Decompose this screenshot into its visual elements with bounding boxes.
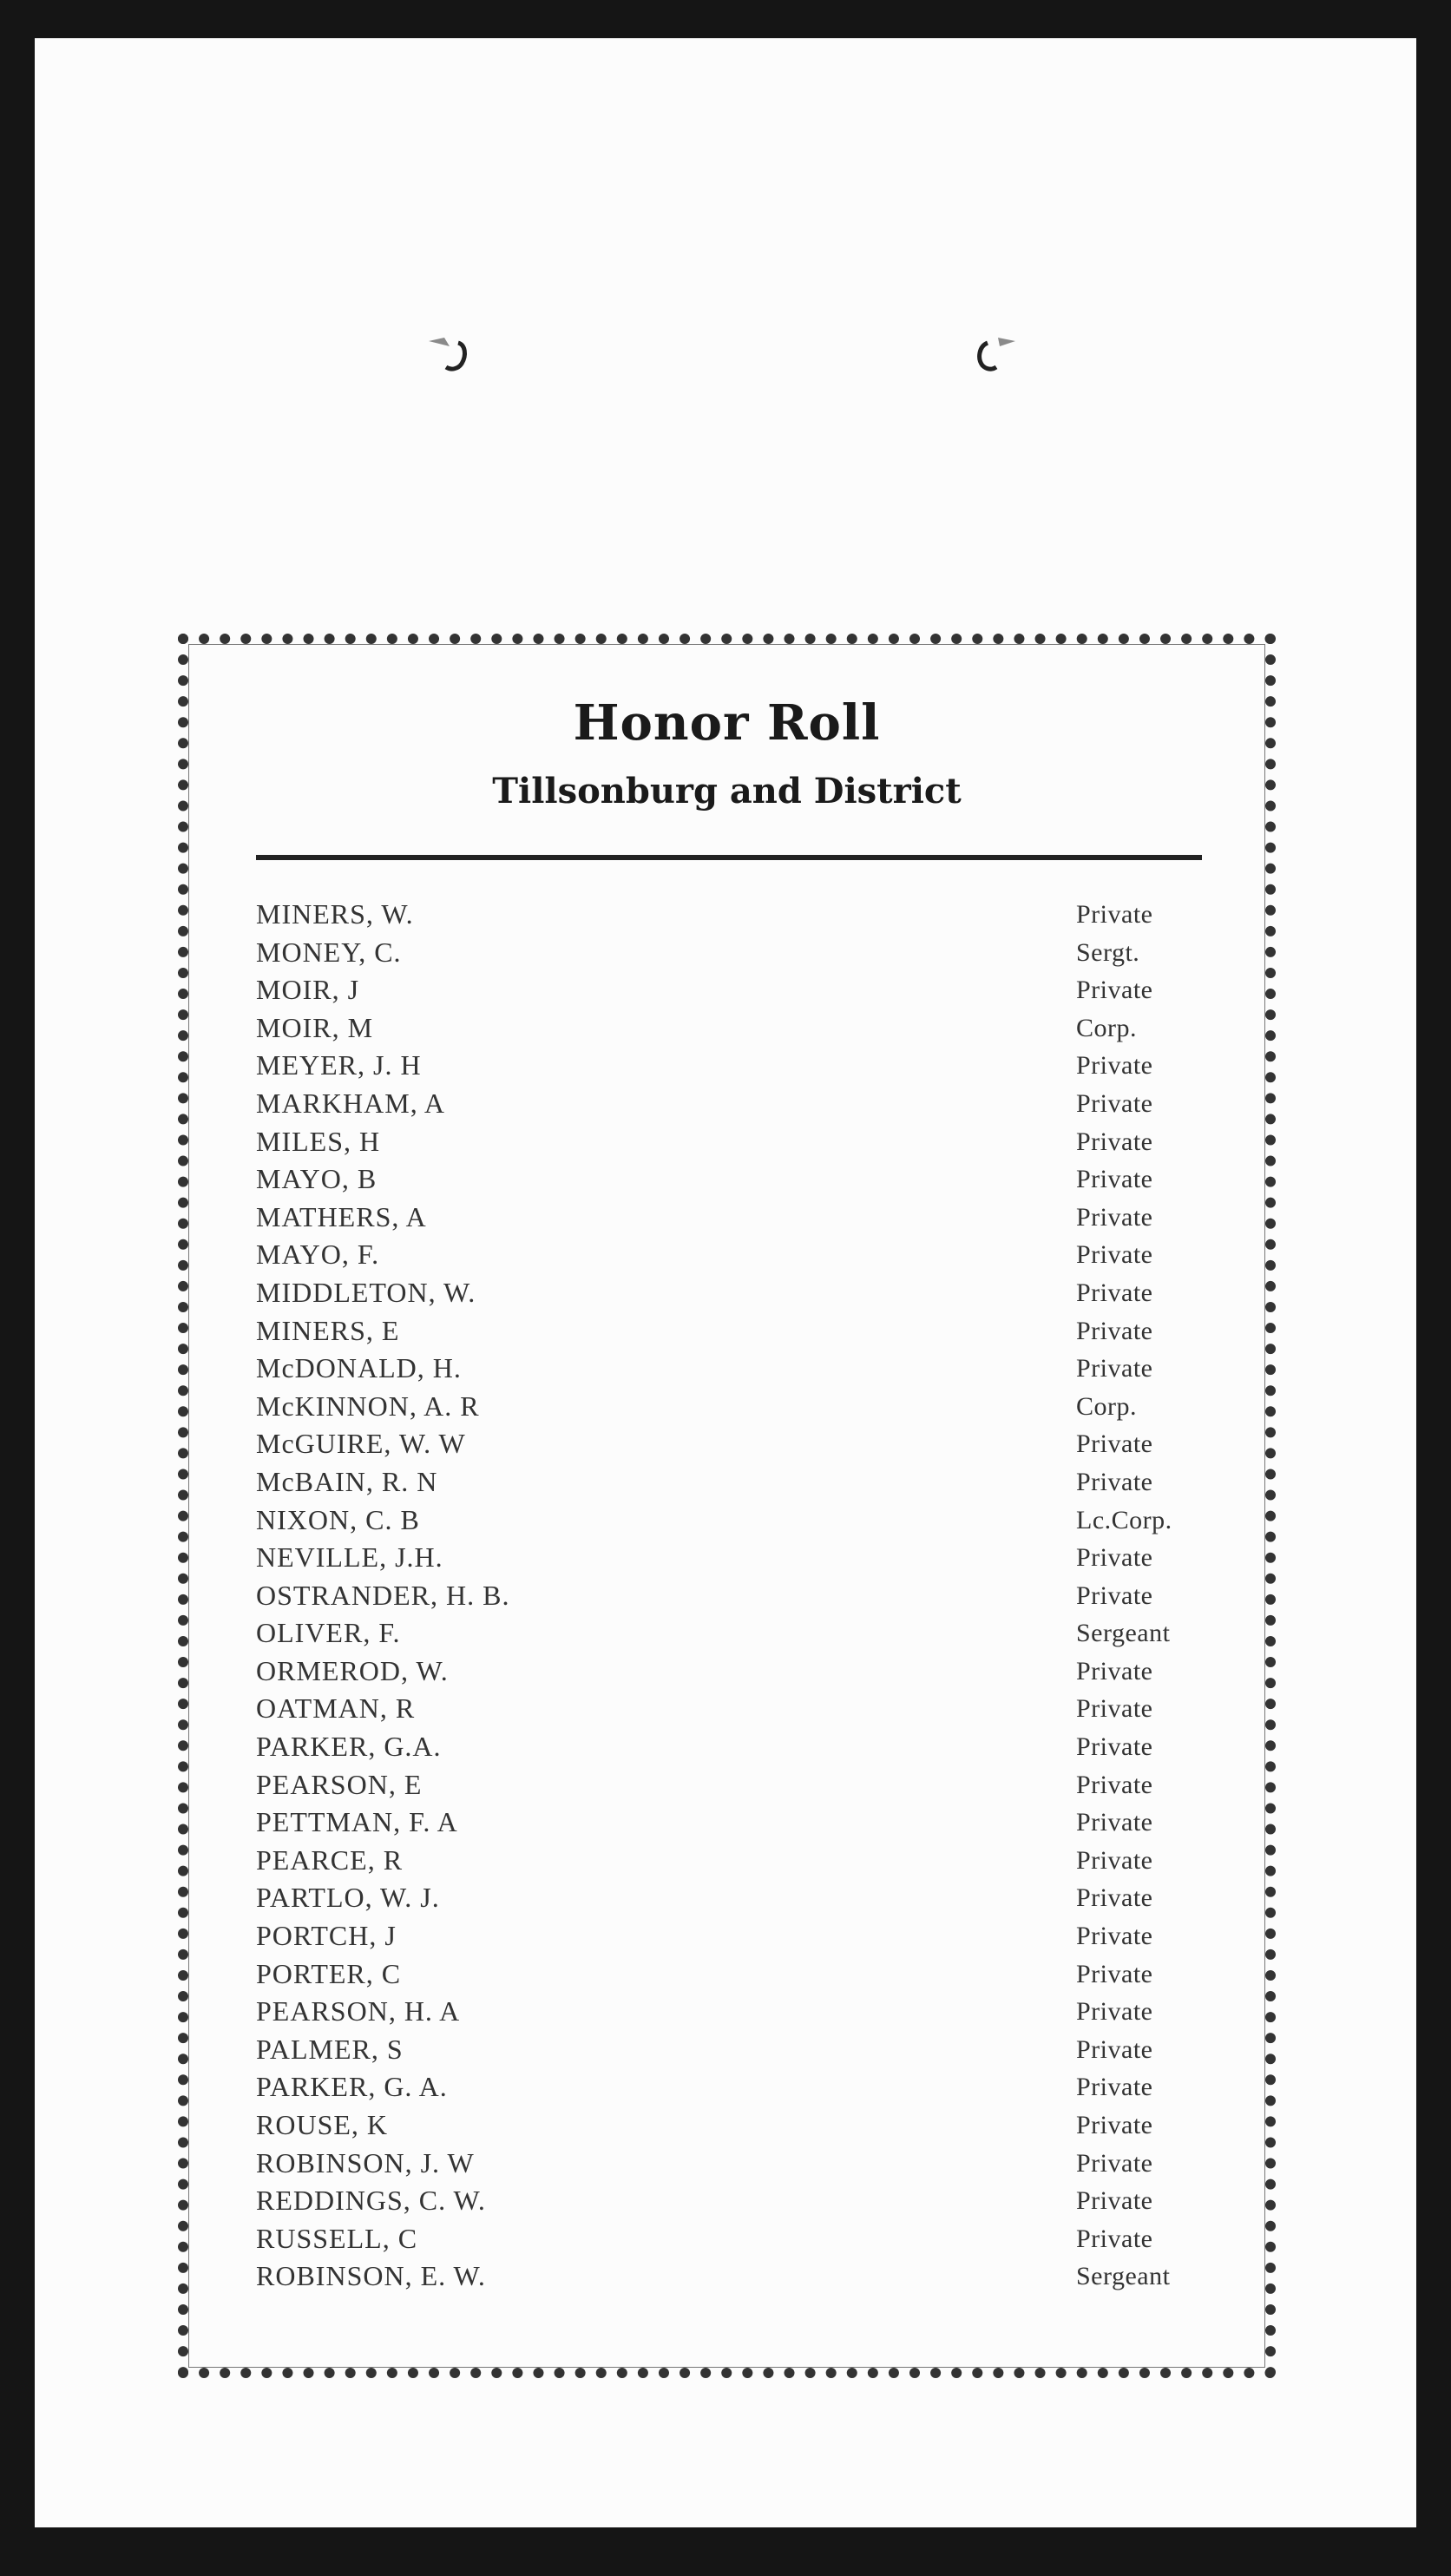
list-item [256,1088,1202,1126]
soldier-rank: Private [1076,1656,1153,1686]
list-item [256,1239,1202,1277]
soldier-rank: Private [1076,1467,1153,1496]
soldier-rank: Private [1076,1127,1153,1156]
list-item [256,2185,1202,2223]
list-item [256,936,1202,975]
soldier-name: PORTER, C [256,1957,402,1989]
soldier-name: PALMER, S [256,2033,404,2065]
soldier-name: MILES, H [256,1125,381,1157]
soldier-rank: Corp. [1076,1013,1137,1042]
soldier-rank: Private [1076,1883,1153,1913]
soldier-rank: Corp. [1076,1391,1137,1421]
list-item [256,1617,1202,1655]
soldier-rank: Sergt. [1076,937,1140,967]
soldier-rank: Private [1076,1202,1153,1232]
list-item [256,1882,1202,1920]
soldier-rank: Private [1076,1732,1153,1762]
list-item [256,1504,1202,1542]
soldier-rank: Private [1076,1165,1153,1194]
list-item [256,1769,1202,1807]
soldier-rank: Private [1076,1240,1153,1270]
binding-hole-right-icon [965,334,1017,376]
list-item [256,1958,1202,1996]
soldier-name: ROBINSON, E. W. [256,2260,486,2292]
list-item [256,2071,1202,2109]
soldier-name: PEARCE, R [256,1843,404,1876]
list-item [256,1201,1202,1239]
divider-rule [256,855,1202,860]
binding-hole-left-icon [427,334,479,376]
soldier-rank: Private [1076,1278,1153,1307]
soldier-name: ORMEROD, W. [256,1654,449,1686]
soldier-rank: Private [1076,1997,1153,2027]
soldier-rank: Private [1076,1922,1153,1951]
soldier-rank: Lc.Corp. [1076,1505,1172,1534]
soldier-rank: Private [1076,1845,1153,1875]
soldier-name: McKINNON, A. R [256,1390,480,1422]
soldier-name: PEARSON, E [256,1768,423,1800]
soldier-name: OSTRANDER, H. B. [256,1579,510,1611]
list-item [256,1163,1202,1201]
page-title: Honor Roll [573,694,881,752]
list-item [256,1390,1202,1429]
soldier-name: REDDINGS, C. W. [256,2185,486,2217]
soldier-name: MATHERS, A [256,1200,427,1232]
soldier-rank: Private [1076,1808,1153,1837]
soldier-name: McGUIRE, W. W [256,1428,466,1460]
soldier-name: OLIVER, F. [256,1617,401,1649]
soldier-name: McDONALD, H. [256,1352,462,1384]
soldier-name: MINERS, W. [256,898,414,930]
soldier-rank: Private [1076,1543,1153,1573]
list-item [256,1315,1202,1353]
soldier-rank: Private [1076,2034,1153,2064]
soldier-rank: Private [1076,1959,1153,1988]
soldier-rank: Private [1076,1770,1153,1799]
soldier-name: MOIR, J [256,974,360,1006]
soldier-name: MONEY, C. [256,936,402,968]
list-item [256,974,1202,1012]
soldier-name: PARTLO, W. J. [256,1882,440,1914]
soldier-name: OATMAN, R [256,1692,416,1725]
soldier-name: PARKER, G.A. [256,1731,442,1763]
list-item [256,1731,1202,1769]
soldier-rank: Private [1076,1580,1153,1610]
list-item [256,1352,1202,1390]
list-item [256,1428,1202,1466]
list-item [256,1541,1202,1580]
soldier-name: NIXON, C. B [256,1503,420,1535]
list-item [256,1012,1202,1050]
soldier-rank: Private [1076,2186,1153,2216]
soldier-name: MAYO, B [256,1163,378,1195]
page-subtitle: Tillsonburg and District [492,771,962,812]
soldier-name: McBAIN, R. N [256,1465,438,1497]
soldier-rank: Private [1076,1088,1153,1118]
soldier-rank: Sergeant [1076,2262,1171,2291]
soldier-rank: Private [1076,1316,1153,1345]
soldier-name: RUSSELL, C [256,2222,418,2254]
list-item [256,1655,1202,1693]
soldier-rank: Private [1076,1051,1153,1081]
list-item [256,2223,1202,2261]
list-item [256,1126,1202,1164]
list-item [256,1806,1202,1844]
soldier-name: ROUSE, K [256,2109,389,2140]
soldier-rank: Private [1076,2148,1153,2178]
soldier-name: MARKHAM, A [256,1087,446,1119]
list-item [256,1277,1202,1315]
soldier-rank: Private [1076,1694,1153,1724]
list-item [256,2109,1202,2147]
list-item [256,1692,1202,1731]
soldier-rank: Private [1076,1429,1153,1459]
honor-roll-list [256,898,1202,2298]
soldier-rank: Sergeant [1076,1619,1171,1648]
list-item [256,2260,1202,2298]
soldier-rank: Private [1076,2111,1153,2139]
list-item [256,1580,1202,1618]
list-item [256,2034,1202,2072]
list-item [256,1995,1202,2034]
list-item [256,1844,1202,1883]
list-item [256,2147,1202,2185]
soldier-name: PORTCH, J [256,1920,397,1952]
list-item [256,1049,1202,1088]
soldier-rank: Private [1076,2224,1153,2253]
soldier-name: ROBINSON, J. W [256,2146,475,2178]
soldier-name: MOIR, M [256,1011,374,1043]
list-item [256,1466,1202,1504]
soldier-rank: Private [1076,2073,1153,2102]
soldier-name: MIDDLETON, W. [256,1276,476,1308]
soldier-name: MEYER, J. H [256,1049,422,1081]
soldier-name: MAYO, F. [256,1239,380,1271]
soldier-rank: Private [1076,900,1153,929]
soldier-rank: Private [1076,1354,1153,1383]
soldier-name: NEVILLE, J.H. [256,1541,443,1574]
list-item [256,1920,1202,1958]
list-item [256,898,1202,936]
soldier-name: MINERS, E [256,1314,400,1346]
soldier-name: PETTMAN, F. A [256,1806,458,1838]
soldier-name: PARKER, G. A. [256,2071,448,2103]
soldier-rank: Private [1076,976,1153,1005]
soldier-name: PEARSON, H. A [256,1995,461,2027]
